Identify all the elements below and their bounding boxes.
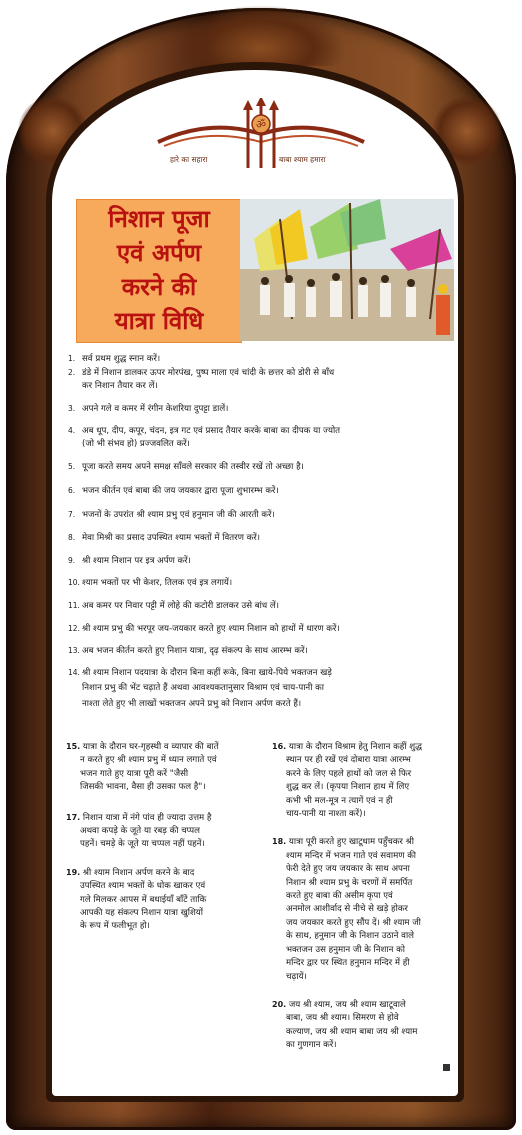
list-item: 13. अब भजन कीर्तन करते हुए निशान यात्रा, दृढ़ संकल्प के साथ आरम्भ करें। [68,646,308,656]
list-item-cont: चढ़ायें। [286,971,307,982]
title-line-1: निशान पूजा [108,204,210,233]
list-item: 5. पूजा करते समय अपने समक्ष साँवले सरकार की तस्वीर रखें तो अच्छा है। [68,462,304,472]
emblem [150,98,372,170]
list-item-cont: करने के लिए पहले हाथों को जल से फिर [286,768,412,779]
list-item-cont: का गुणगान करें। [286,1040,337,1051]
list-item: 2. डंडे में निशान डालकर ऊपर मोरपंख, पुष्प माला एवं चांदी के छत्तर को डोरी से बाँध [68,368,335,378]
list-item-cont: अनमोल आशीर्वाद से नीचे से खड़े होकर [286,904,408,915]
list-item: 4. अब धूप, दीप, कपूर, चंदन, इत्र गट एवं प्रसाद तैयार करके बाबा का दीपक या ज्योत [68,426,341,436]
list-item-cont: कल्याण, जय श्री श्याम बाबा जय श्री श्याम [286,1026,418,1037]
list-item: 8. मेवा मिश्री का प्रसाद उपस्थित श्याम भक्तों में वितरण करें। [68,533,261,543]
list-item-cont: के साथ, हनुमान जी के निशान उठाने वाले [286,931,415,942]
list-item: 10. श्याम भक्तों पर भी केशर, तिलक एवं इत्र लगायें। [68,578,233,588]
list-item-cont: जय जयकार करते हुए सौंप दें। श्री श्याम जी [286,917,421,928]
list-item-cont: बाबा, जय श्री श्याम। सिमरण से होवे [286,1013,399,1024]
title-line-3: करने की [121,272,197,301]
list-item-cont: के रूप में फलीभूत हो। [80,921,150,932]
emblem-right-text: बाबा श्याम हमारा [279,155,326,164]
title-line-2: एवं अर्पण [116,238,202,267]
list-item-cont: मन्दिर द्वार पर स्थित हनुमान मन्दिर में ही [286,958,410,969]
list-item-cont: कभी भी मल-मूत्र न त्यागें एवं न ही [286,795,393,806]
left-column [66,740,219,934]
om-symbol: ॐ [255,118,267,131]
list-item-cont: भजन गाते हुए यात्रा पूरी करें "जैसी [80,768,189,779]
list-item-cont: करते हुए बाबा की असीम कृपा एवं [286,891,393,902]
list-item-cont: गले मिलकर आपस में बधाईयाँ बाँटें ताकि [80,894,207,905]
emblem-left-text: हारे का सहारा [170,155,208,164]
list-item-cont: शुद्ध कर लें। (कृपया निशान हाथ में लिए [286,782,410,793]
list-item-cont: फेरी देते हुए जय जयकार के साथ अपना [286,864,410,875]
list-item: 20. जय श्री श्याम, जय श्री श्याम खाटूवाले [272,999,406,1010]
list-item-cont: अथवा कपड़े के जूते या रबड़ की चप्पल [80,826,201,837]
end-square-icon [443,1064,450,1071]
list-item: 18. यात्रा पूरी करते हुए खाटूधाम पहुँचकर श्री [272,837,414,848]
right-column [272,740,422,1053]
list-item: 17. निशान यात्रा में नंगे पांव ही ज्यादा उत्तम है [66,812,212,823]
list-item-cont: श्याम मन्दिर में भजन गाते एवं सवामण की [286,850,417,861]
list-item-cont: नाश्ता लेते हुए भी लाखों भक्तजन अपने प्रभु को निशान अर्पण करते हैं। [82,699,302,709]
list-item-cont: चाय-पानी या नाश्ता करें)। [286,809,366,820]
list-item-cont: निशान प्रभु की भेंट चढ़ाते हैं अथवा आवश्यकतानुसार विश्राम एवं चाय-पानी का [82,683,324,693]
procession-photo [240,199,454,341]
title-line-4: यात्रा विधि [114,306,204,335]
list-item-cont: भक्तजन उस हनुमान जी के निशान को [286,944,405,955]
list-item: 3. अपने गले व कमर में रंगीन केशरिया दुपट्टा डालें। [68,404,229,414]
list-item-cont: निशान श्री श्याम प्रभु के चरणों में समर्पित [286,877,413,888]
list-item: 11. अब कमर पर निवार पट्टी में लोहे की कटोरी डालकर उसे बांध लें। [68,601,279,611]
list-item-cont: न करते हुए श्री श्याम प्रभु में ध्यान लगाते एवं [80,755,217,766]
list-item: 7. भजनों के उपरांत श्री श्याम प्रभु एवं हनुमान जी की आरती करें। [68,510,275,520]
title-box [76,199,242,343]
list-item: 14. श्री श्याम निशान पदयात्रा के दौरान बिना कहीं रूके, बिना खाये-पिये भक्तजन खड़े [68,668,332,678]
list-item-cont: कर निशान तैयार कर लें। [82,381,158,391]
list-item: 1. सर्व प्रथम शुद्ध स्नान करें। [68,354,161,364]
list-item-cont: जिसकी भावना, वैसा ही उसका फल है"। [80,782,206,793]
list-item: 9. श्री श्याम निशान पर इत्र अर्पण करें। [68,556,191,566]
list-item: 12. श्री श्याम प्रभु की भरपूर जय-जयकार करते हुए श्याम निशान को हाथों में धारण करें। [68,624,340,634]
list-item: 6. भजन कीर्तन एवं बाबा की जय जयकार द्वारा पूजा शुभारम्भ करें। [68,486,279,496]
list-item-cont: स्थान पर ही रखें एवं दोबारा यात्रा आरम्भ [286,755,411,766]
list-item: 19. श्री श्याम निशान अर्पण करने के बाद [66,867,195,878]
list-item-cont: आपकी यह संकल्प निशान यात्रा खुशियों [80,908,203,919]
list-item-cont: उपस्थित श्याम भक्तों के धोक खाकर एवं [80,881,206,892]
list-item: 16. यात्रा के दौरान विश्राम हेतु निशान कहीं शुद्ध [272,742,422,752]
list-item-cont: पहनें। चमड़े के जूते या चप्पल नहीं पहनें। [80,839,205,850]
list-item-cont: (जो भी संभव हो) प्रज्जवलित करें। [82,439,190,449]
frame-crown-ornament [178,6,344,66]
list-item: 15. यात्रा के दौरान घर-गृहस्थी व व्यापार की बातें [66,742,219,752]
